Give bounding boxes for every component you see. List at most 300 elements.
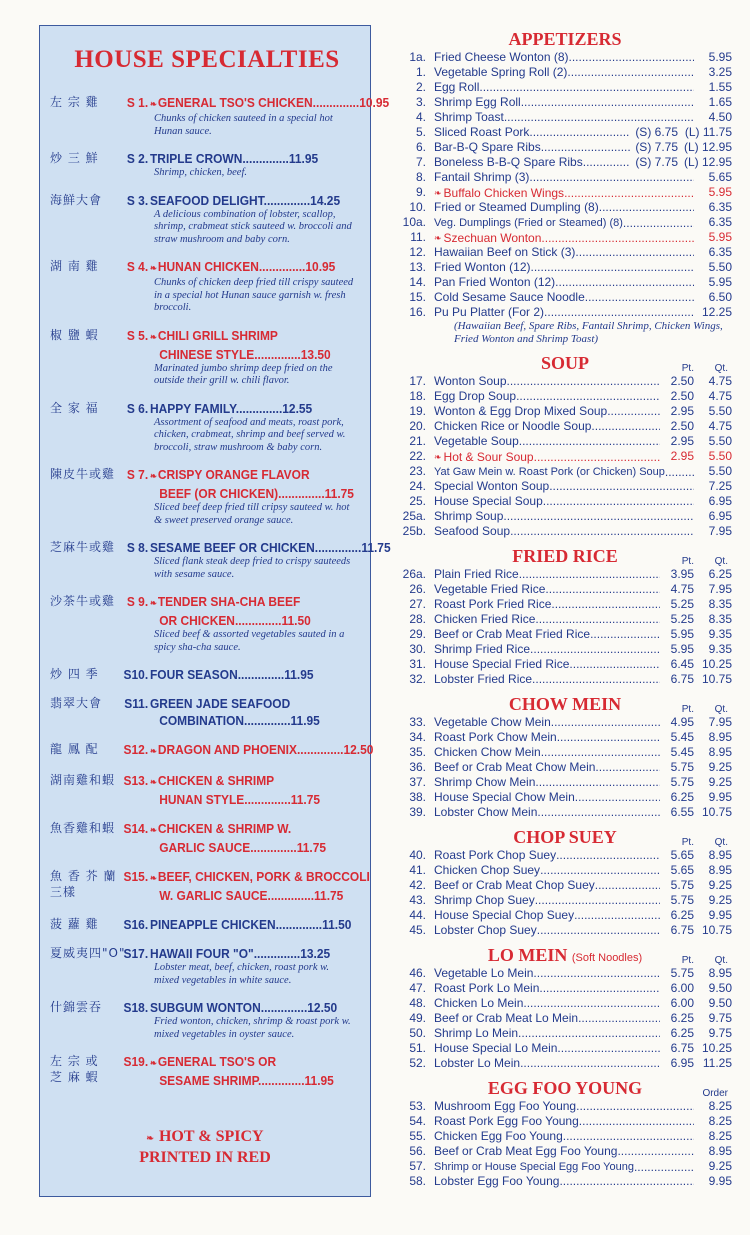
specialty-number: S 2.: [126, 151, 149, 166]
specialty-item[interactable]: [50, 741, 374, 760]
specialty-name-line: [123, 666, 371, 683]
menu-item[interactable]: [398, 290, 732, 305]
item-name: Chicken Chop Suey: [434, 863, 541, 877]
item-name-wrap: [434, 1056, 660, 1071]
leader-dots: [540, 863, 660, 878]
specialty-item[interactable]: [50, 945, 364, 987]
col-header-2: Qt.: [714, 363, 728, 374]
menu-item[interactable]: [398, 479, 732, 494]
item-name: Egg Drop Soup: [434, 389, 517, 403]
item-name: Shrimp Toast: [434, 110, 504, 124]
item-price: 5.95: [708, 275, 732, 289]
specialty-name: [123, 1053, 371, 1089]
specialty-name: [126, 258, 371, 277]
specialty-number: S19.: [123, 1054, 149, 1069]
specialty-price: 11.50: [322, 917, 352, 932]
specialty-name-line: [150, 485, 371, 502]
specialty-name: [126, 192, 371, 209]
menu-item[interactable]: [398, 404, 732, 419]
menu-item[interactable]: [398, 389, 732, 404]
item-price: 12.25: [701, 305, 732, 319]
item-number: 44.: [409, 908, 426, 922]
item-price-small: (S) 7.75: [635, 140, 678, 154]
item-price: 1.65: [708, 95, 732, 109]
menu-item[interactable]: [398, 715, 732, 730]
item-price: 5.95: [708, 185, 732, 199]
menu-item[interactable]: [398, 1041, 732, 1056]
chinese-line: 芝 麻 蝦: [50, 1070, 99, 1084]
size-column-headers: [660, 363, 728, 374]
specialty-item[interactable]: [50, 868, 370, 904]
name-text: OR CHICKEN: [159, 613, 235, 628]
menu-section-appetizers: [398, 28, 732, 352]
specialty-description: Fried wonton, chicken, shrimp & roast pork w. mixed vegetables in oyster sauce.: [154, 1016, 351, 1040]
item-number: 39.: [409, 805, 426, 819]
leader-dots: [555, 275, 694, 290]
item-number: 33.: [409, 715, 426, 729]
leader-dots: [567, 65, 694, 80]
leader-dots: [504, 110, 694, 125]
chinese-line: 陳皮牛或雞: [50, 467, 116, 481]
specialty-item[interactable]: [50, 258, 364, 315]
menu-item[interactable]: [398, 775, 732, 790]
item-name-wrap: [434, 419, 660, 434]
menu-item[interactable]: [398, 848, 732, 863]
name-text: DRAGON AND PHOENIX: [157, 742, 297, 757]
specialty-item[interactable]: [50, 999, 364, 1041]
item-number: 5.: [415, 125, 426, 139]
item-name: Chicken Fried Rice: [434, 612, 536, 626]
specialty-name-line: [150, 887, 371, 904]
item-name: Vegetable Soup: [434, 434, 519, 448]
item-name-wrap: [434, 672, 660, 687]
item-name: Fantail Shrimp (3): [434, 170, 530, 184]
item-price: 9.95: [708, 1174, 732, 1188]
section-header: [398, 693, 732, 715]
menu-item[interactable]: [398, 567, 732, 582]
specialty-price: 11.95: [284, 667, 314, 682]
menu-item[interactable]: [398, 449, 732, 464]
menu-item[interactable]: [398, 65, 732, 80]
item-name-wrap: [434, 923, 660, 938]
size-column-headers: [660, 556, 728, 567]
leader-dots: [532, 672, 660, 687]
col-header-2: Qt.: [714, 837, 728, 848]
specialty-number: S15.: [123, 869, 149, 884]
item-name: House Special Fried Rice: [434, 657, 570, 671]
leader-dots: [557, 1041, 660, 1056]
item-price: 5.50: [708, 404, 732, 418]
menu-item[interactable]: [398, 215, 732, 230]
menu-item[interactable]: [398, 1099, 732, 1114]
item-name-wrap: [434, 125, 630, 140]
item-number: 9.: [415, 185, 426, 199]
name-text: GENERAL TSO'S OR: [157, 1054, 277, 1069]
menu-item[interactable]: [398, 275, 732, 290]
name-text: HUNAN STYLE: [159, 792, 245, 807]
leader-dots: [599, 200, 694, 215]
specialty-item[interactable]: [50, 94, 390, 138]
menu-item[interactable]: [398, 642, 732, 657]
specialty-number: S 3.: [126, 192, 149, 208]
specialty-name-line: [126, 192, 371, 209]
menu-item[interactable]: [398, 464, 732, 479]
specialty-price: 13.25: [300, 946, 331, 961]
name-text: PINEAPPLE CHICKEN: [150, 917, 276, 932]
item-name-wrap: [434, 389, 660, 404]
menu-item[interactable]: [398, 260, 732, 275]
item-name-wrap: [434, 1011, 660, 1026]
item-number: 25.: [409, 494, 426, 508]
leader-dots: [590, 627, 660, 642]
section-header: [398, 352, 732, 374]
item-name: Chicken Chow Mein: [434, 745, 541, 759]
specialty-description: Marinated jumbo shrimp deep fried on the outside their grill w. chili flavor.: [154, 362, 333, 386]
chinese-line: 翡翠大會: [50, 696, 103, 710]
item-name-wrap: [434, 140, 630, 155]
item-price-small: 6.25: [670, 908, 694, 922]
menu-item[interactable]: [398, 1114, 732, 1129]
item-price: (L) 12.95: [683, 155, 732, 169]
specialty-name: [123, 741, 374, 760]
menu-item[interactable]: [398, 524, 732, 539]
item-price: 7.95: [708, 524, 732, 538]
item-price-small: 5.75: [670, 775, 694, 789]
specialty-price: 11.95: [290, 713, 320, 728]
menu-item[interactable]: [398, 305, 732, 320]
menu-section-soup: [398, 352, 732, 545]
menu-item[interactable]: [398, 582, 732, 597]
item-number: 32.: [409, 672, 426, 686]
menu-item[interactable]: [398, 863, 732, 878]
item-price-small: (S) 6.75: [635, 125, 678, 139]
item-name-wrap: [434, 1174, 694, 1189]
item-name-wrap: [434, 450, 660, 465]
pepper-icon: ❧: [150, 598, 157, 608]
item-name: Bar-B-Q Spare Ribs: [434, 140, 541, 154]
item-price: 8.95: [708, 745, 732, 759]
specialty-name: [126, 466, 371, 502]
specialty-name-line: [123, 916, 371, 933]
menu-item[interactable]: [398, 95, 732, 110]
menu-item[interactable]: [398, 923, 732, 938]
specialty-name-line: [123, 820, 371, 839]
name-text: SUBGUM WONTON: [150, 1000, 261, 1015]
menu-item[interactable]: [398, 419, 732, 434]
specialty-item[interactable]: [50, 466, 364, 527]
leader-dots: [539, 981, 660, 996]
item-number: 15.: [409, 290, 426, 304]
menu-item[interactable]: [398, 494, 732, 509]
item-name: Lobster Egg Foo Young: [434, 1174, 560, 1188]
leader-dots: [585, 290, 694, 305]
menu-item[interactable]: [398, 1159, 732, 1174]
menu-item[interactable]: [398, 790, 732, 805]
specialty-name-line: [123, 741, 374, 760]
name-text: CHICKEN & SHRIMP: [157, 773, 275, 788]
leader-dots: ..............: [278, 486, 325, 501]
leader-dots: [523, 996, 660, 1011]
specialty-name: [126, 150, 371, 167]
section-title-text: APPETIZERS: [508, 29, 622, 49]
leader-dots: ..............: [244, 792, 291, 807]
leader-dots: [541, 231, 694, 246]
menu-item[interactable]: [398, 878, 732, 893]
item-name: Beef or Crab Meat Egg Foo Young: [434, 1144, 618, 1158]
item-name-wrap: [434, 95, 694, 110]
item-name-wrap: [434, 465, 694, 480]
specialty-number: S 7.: [126, 467, 149, 482]
pepper-icon: ❧: [150, 99, 157, 109]
item-name: Vegetable Lo Mein: [434, 966, 534, 980]
menu-item[interactable]: [398, 110, 732, 125]
specialty-name: [123, 945, 371, 962]
section-title-text: SOUP: [540, 353, 589, 373]
menu-item[interactable]: [398, 80, 732, 95]
item-name: Hot & Sour Soup: [443, 450, 534, 464]
leader-dots: [543, 494, 694, 509]
item-name: House Special Chow Mein: [434, 790, 575, 804]
menu-item[interactable]: [398, 140, 732, 155]
specialty-item[interactable]: [50, 820, 364, 856]
menu-item[interactable]: [398, 155, 732, 170]
item-name-wrap: [434, 80, 694, 95]
leader-dots: ..............: [242, 151, 289, 166]
pepper-icon: ❧: [150, 746, 157, 756]
section-title-text: EGG FOO YOUNG: [487, 1078, 643, 1098]
item-price-small: 4.95: [670, 715, 694, 729]
specialty-item[interactable]: [50, 772, 364, 808]
item-name: Hawaiian Beef on Stick (3): [434, 245, 576, 259]
item-price: 1.55: [708, 80, 732, 94]
specialty-name: [123, 868, 371, 904]
leader-dots: [617, 1144, 694, 1159]
menu-item[interactable]: [398, 657, 732, 672]
item-number: 7.: [415, 155, 426, 169]
item-number: 45.: [409, 923, 426, 937]
item-number: 49.: [409, 1011, 426, 1025]
name-text: SESAME BEEF OR CHICKEN: [150, 540, 315, 555]
menu-item[interactable]: [398, 1144, 732, 1159]
item-price: 10.75: [701, 923, 732, 937]
specialty-name-line: [126, 539, 391, 556]
item-price: 5.50: [708, 260, 732, 274]
specialty-name: [123, 666, 371, 683]
menu-section-fried-rice: [398, 545, 732, 693]
menu-item[interactable]: [398, 730, 732, 745]
legend-line-2: PRINTED IN RED: [139, 1149, 271, 1166]
leader-dots: [531, 260, 695, 275]
menu-item[interactable]: [398, 125, 732, 140]
menu-item[interactable]: [398, 185, 732, 200]
specialty-name-line: [126, 258, 371, 277]
item-number: 17.: [409, 374, 426, 388]
menu-item[interactable]: [398, 1011, 732, 1026]
section-header: [398, 826, 732, 848]
specialty-number: S 8.: [126, 540, 149, 555]
item-price: 11.25: [702, 1056, 732, 1070]
menu-item[interactable]: [398, 245, 732, 260]
leader-dots: [544, 305, 694, 320]
leader-dots: ..............: [254, 346, 301, 362]
menu-section-lo-mein: [398, 944, 732, 1077]
item-price-small: 6.00: [670, 996, 694, 1010]
leader-dots: ..............: [258, 259, 306, 274]
item-price: 10.75: [701, 672, 732, 686]
section-title: [398, 28, 732, 50]
item-name-wrap: [434, 805, 660, 820]
item-price: 8.25: [708, 1099, 732, 1113]
item-price-small: 6.25: [670, 1026, 694, 1040]
leader-dots: [559, 1174, 694, 1189]
item-number: 25a.: [402, 509, 426, 523]
name-text: HAWAII FOUR "O": [150, 946, 254, 961]
specialty-item[interactable]: [50, 400, 364, 455]
item-name-wrap: [434, 715, 660, 730]
menu-item[interactable]: [398, 1174, 732, 1189]
item-name-wrap: [434, 479, 694, 494]
specialty-item[interactable]: [50, 916, 364, 933]
item-name-wrap: [434, 627, 660, 642]
item-number: 47.: [409, 981, 426, 995]
menu-item[interactable]: [398, 893, 732, 908]
specialty-name-line: [150, 712, 371, 729]
specialty-item[interactable]: [50, 1053, 364, 1089]
leader-dots: ..............: [258, 1073, 305, 1088]
leader-dots: [535, 775, 660, 790]
menu-item[interactable]: [398, 1129, 732, 1144]
col-header-2: Order: [702, 1088, 728, 1099]
menu-item[interactable]: [398, 230, 732, 245]
menu-item[interactable]: [398, 434, 732, 449]
menu-item[interactable]: [398, 374, 732, 389]
specialty-item[interactable]: [50, 327, 364, 388]
item-number: 50.: [409, 1026, 426, 1040]
menu-item[interactable]: [398, 597, 732, 612]
name-text: CHINESE STYLE: [159, 346, 255, 362]
section-header: [398, 545, 732, 567]
menu-item[interactable]: [398, 627, 732, 642]
item-name: Egg Roll: [434, 80, 480, 94]
menu-item[interactable]: [398, 50, 732, 65]
menu-item[interactable]: [398, 672, 732, 687]
specialty-name: [126, 400, 371, 417]
item-number: 4.: [415, 110, 426, 124]
item-name: Chicken Lo Mein: [434, 996, 524, 1010]
leader-dots: [591, 419, 660, 434]
leader-dots: [534, 450, 660, 465]
item-name: Beef or Crab Meat Chop Suey: [434, 878, 595, 892]
leader-dots: ..............: [253, 946, 301, 961]
item-name-wrap: [434, 65, 694, 80]
menu-item[interactable]: [398, 805, 732, 820]
menu-item[interactable]: [398, 200, 732, 215]
item-name: Shrimp Egg Roll: [434, 95, 521, 109]
specialty-item[interactable]: [50, 539, 391, 581]
leader-dots: [537, 923, 660, 938]
item-number: 26a.: [402, 567, 426, 581]
item-price: 4.75: [708, 419, 732, 433]
specialty-item[interactable]: [50, 192, 364, 247]
chinese-line: 海鮮大會: [50, 192, 103, 207]
specialty-item[interactable]: [50, 150, 364, 180]
item-price-small: (S) 7.75: [635, 155, 678, 169]
specialty-description: Chunks of chicken sauteed in a special hot Hunan sauce.: [154, 113, 333, 137]
item-price: 9.25: [708, 878, 732, 892]
item-price: 6.50: [708, 290, 732, 304]
specialty-name-line: [124, 695, 371, 712]
menu-item[interactable]: [398, 908, 732, 923]
item-price: 6.35: [708, 215, 732, 229]
menu-section-chow-mein: [398, 693, 732, 826]
specialty-price: 11.75: [296, 840, 327, 855]
item-name-wrap: [434, 908, 660, 923]
item-name: Special Wonton Soup: [434, 479, 550, 493]
item-price: 6.35: [708, 245, 732, 259]
item-price: 7.25: [708, 479, 732, 493]
item-number: 52.: [409, 1056, 426, 1070]
section-subtitle: (Soft Noodles): [571, 952, 643, 964]
item-name: Mushroom Egg Foo Young: [434, 1099, 577, 1113]
specialty-price: 12.50: [343, 742, 374, 757]
item-name: Cold Sesame Sauce Noodle: [434, 290, 585, 304]
col-header-2: Qt.: [714, 556, 728, 567]
item-price-small: 2.95: [670, 404, 694, 418]
specialty-name: [123, 916, 371, 933]
name-text: TRIPLE CROWN: [150, 151, 243, 166]
pepper-icon: ❧: [150, 263, 157, 273]
item-name: Yat Gaw Mein w. Roast Pork (or Chicken) Soup: [434, 466, 665, 478]
menu-item[interactable]: [398, 760, 732, 775]
menu-item[interactable]: [398, 612, 732, 627]
specialty-number: S 4.: [126, 259, 149, 274]
menu-item[interactable]: [398, 981, 732, 996]
menu-item[interactable]: [398, 996, 732, 1011]
specialty-item[interactable]: [50, 593, 364, 654]
menu-item[interactable]: [398, 1056, 732, 1071]
item-name-wrap: [434, 848, 660, 863]
item-name-wrap: [434, 775, 660, 790]
menu-item[interactable]: [398, 1026, 732, 1041]
item-name-wrap: [434, 996, 660, 1011]
item-name: Lobster Fried Rice: [434, 672, 533, 686]
item-name-wrap: [434, 404, 660, 419]
item-name-wrap: [434, 509, 694, 524]
item-name: Roast Pork Chop Suey: [434, 848, 557, 862]
pepper-icon: ❧: [434, 233, 442, 243]
menu-item[interactable]: [398, 509, 732, 524]
leader-dots: [634, 1160, 694, 1175]
item-price-small: 6.95: [670, 1056, 694, 1070]
name-text: GENERAL TSO'S CHICKEN: [157, 95, 313, 110]
specialty-price: 11.95: [288, 151, 319, 166]
menu-item[interactable]: [398, 170, 732, 185]
section-header: [398, 1077, 732, 1099]
item-name-wrap: [434, 186, 694, 201]
chinese-line: 龍 鳳 配: [50, 742, 99, 756]
col-header-2: Qt.: [714, 704, 728, 715]
item-name: Vegetable Fried Rice: [434, 582, 546, 596]
pepper-icon: ❧: [150, 777, 157, 787]
item-price: 9.75: [708, 1011, 732, 1025]
specialty-item[interactable]: [50, 695, 364, 729]
item-name: Beef or Crab Meat Fried Rice: [434, 627, 591, 641]
item-name: Pu Pu Platter (For 2): [434, 305, 545, 319]
item-price-small: 5.75: [670, 966, 694, 980]
item-name-wrap: [434, 790, 660, 805]
menu-item[interactable]: [398, 745, 732, 760]
specialty-item[interactable]: [50, 666, 364, 683]
